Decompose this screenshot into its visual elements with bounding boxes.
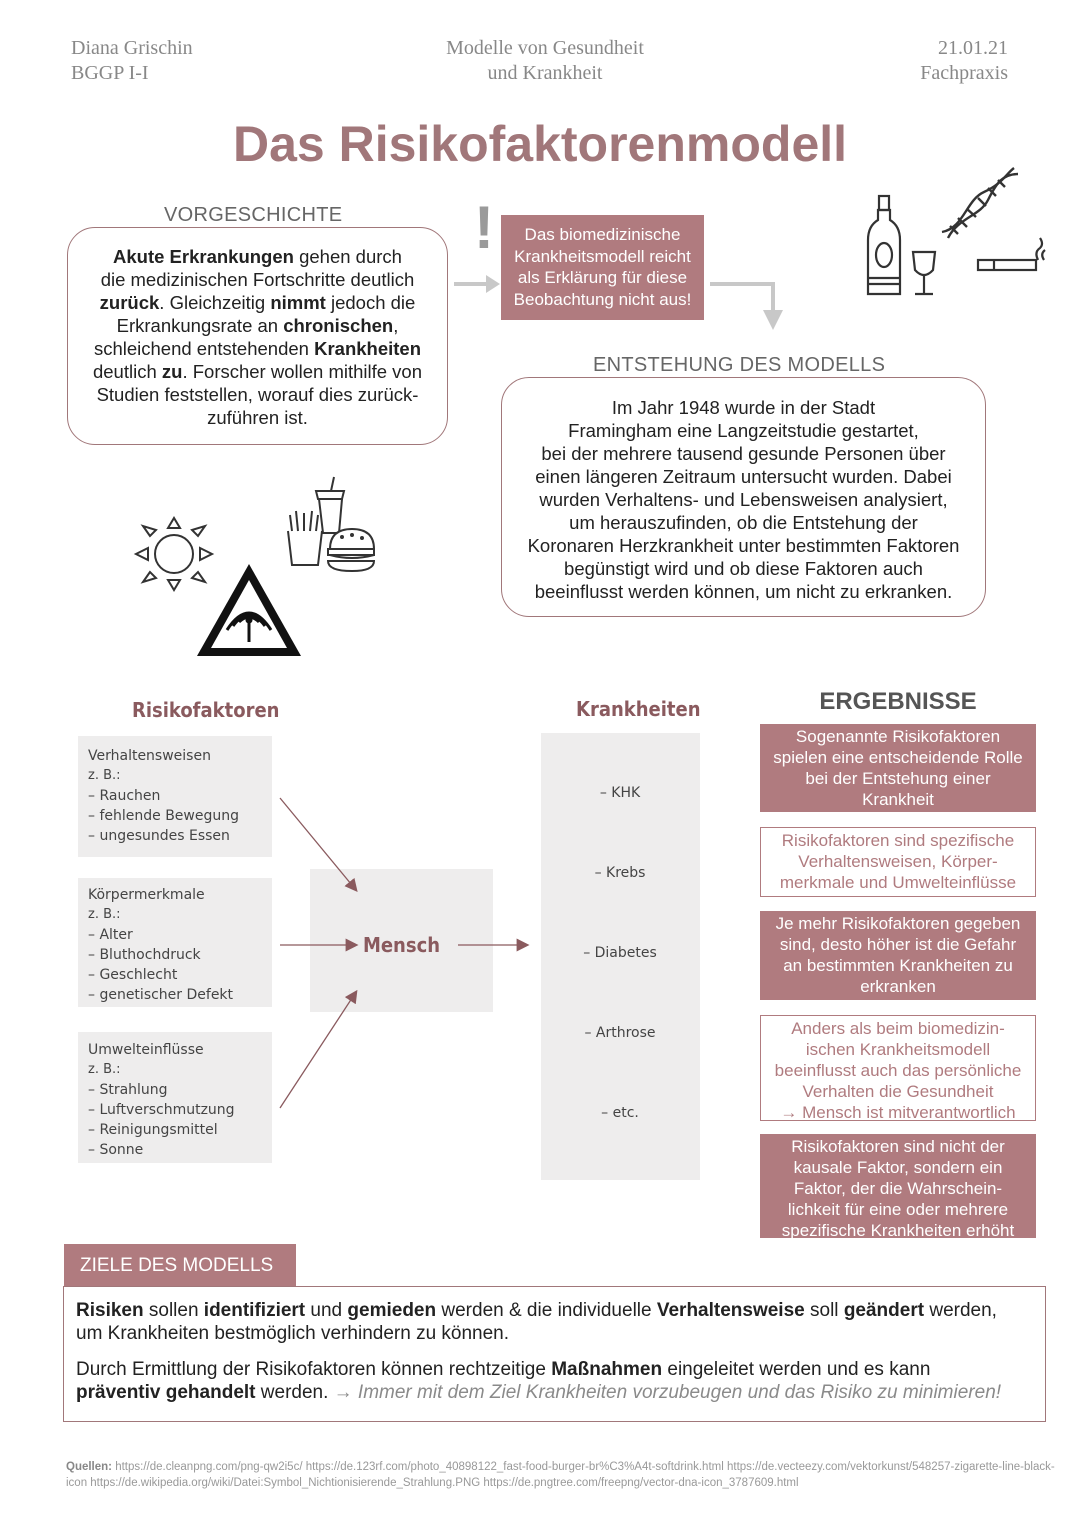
author-block (71, 36, 193, 86)
text-run: gehen durch (293, 246, 402, 267)
result-line: beeinflusst auch das persönliche (774, 1061, 1022, 1080)
biomed-line: Krankheitsmodell reicht (514, 246, 691, 266)
group-name: Verhaltensweisen (88, 748, 211, 764)
arrow-elbow-icon (706, 270, 796, 335)
ziele-box (63, 1286, 1046, 1422)
text-line (68, 268, 447, 291)
author-name: Diana Grischin (71, 37, 193, 59)
date-block (860, 36, 1008, 86)
group-eg: z. B.: (88, 907, 121, 922)
risk-title: Risikofaktoren (132, 698, 280, 722)
text-run: . Gleichzeitig (159, 292, 271, 313)
topic-block (400, 36, 690, 86)
group-item: – Alter (88, 927, 133, 943)
ergebnisse-heading: ERGEBNISSE (819, 688, 977, 715)
group-item: – Strahlung (88, 1082, 168, 1098)
bold-run: Risiken (76, 1300, 144, 1321)
bottle-wine-icon (860, 190, 940, 300)
group-item: – fehlende Bewegung (88, 808, 239, 824)
date: 21.01.21 (938, 37, 1008, 59)
group-item: – ungesundes Essen (88, 828, 230, 844)
sources (66, 1459, 1056, 1491)
exclamation-mark: ! (474, 194, 494, 261)
bold-run: zu (161, 361, 183, 382)
biomed-line: Das biomedizinische (524, 225, 681, 244)
entstehung-text (502, 378, 985, 603)
ziele-heading: ZIELE DES MODELLS (64, 1244, 296, 1287)
biomed-line: Beobachtung nicht aus! (513, 289, 692, 309)
text-run: die medizinischen Fortschritte deutlich (100, 269, 415, 290)
risk-group-behaviour (78, 736, 272, 857)
result-item (760, 724, 1036, 812)
entstehung-box (501, 377, 986, 617)
result-line: → Mensch ist mitverantwortlich (780, 1103, 1016, 1122)
result-line: spielen eine entscheidende Rolle (773, 748, 1023, 767)
text-run: soll (804, 1300, 844, 1321)
bold-run: identifiziert (203, 1300, 306, 1321)
result-line: an bestimmten Krankheiten zu (783, 956, 1013, 975)
result-line: Verhalten die Gesundheit (802, 1082, 994, 1101)
entstehung-line: bei der mehrere tausend gesunde Personen über (541, 443, 946, 464)
text-run: deutlich (92, 361, 162, 382)
text-line (68, 314, 447, 337)
bold-run: geändert (843, 1300, 925, 1321)
text-run: . Forscher wollen mithilfe von (182, 361, 423, 382)
result-line: merkmale und Umwelteinflüsse (779, 873, 1017, 892)
text-run: werden & die individuelle (436, 1300, 657, 1321)
text-run: sollen (143, 1300, 204, 1321)
disease-item: – Krebs (594, 865, 646, 881)
page-title: Das Risikofaktorenmodell (232, 116, 848, 172)
group-item: – Geschlecht (88, 967, 178, 983)
bold-run: Akute Erkrankungen (113, 246, 294, 267)
biomed-note (501, 215, 704, 320)
text-line (68, 245, 447, 268)
risk-group-environment (78, 1032, 272, 1163)
bold-run: Verhaltensweise (656, 1300, 805, 1321)
result-line: Anders als beim biomedizin- (791, 1019, 1005, 1038)
topic-line-1: Modelle von Gesundheit (446, 37, 644, 59)
group-item: – Reinigungsmittel (88, 1122, 218, 1138)
group-name: Körpermerkmale (88, 887, 205, 903)
biomed-line: als Erklärung für diese (517, 268, 688, 287)
entstehung-line: begünstigt wird und ob diese Faktoren auch (564, 558, 923, 579)
result-line: sind, desto höher ist die Gefahr (779, 935, 1017, 954)
result-item (760, 911, 1036, 1000)
text-run: und (305, 1300, 348, 1321)
result-line: Krankheit (862, 790, 934, 809)
vorgeschichte-heading: VORGESCHICHTE (164, 204, 343, 226)
group-eg: z. B.: (88, 768, 121, 783)
result-line: ischen Krankheitsmodell (805, 1040, 991, 1059)
entstehung-line: Koronaren Herzkrankheit unter bestimmten Faktoren (527, 535, 960, 556)
result-item (760, 1134, 1036, 1238)
result-line: Risikofaktoren sind nicht der (791, 1137, 1005, 1156)
group-item: – Rauchen (88, 788, 161, 804)
mensch-label: Mensch (362, 933, 441, 957)
sources-label: Quellen: (66, 1461, 113, 1473)
result-line: lichkeit für eine oder mehrere (787, 1200, 1009, 1219)
arrow-right-icon (450, 270, 505, 300)
group-item: – Bluthochdruck (88, 947, 201, 963)
sources-text: https://de.cleanpng.com/png-qw2i5c/ https://de.123rf.com/photo_40898122_fast-food-burger-br%C3%A4t-softdrink.html https://de.vecteezy.com/vektorkunst/548257-zigarette-line-black-icon https://de.wikipedia.org/wiki/Datei:Symbol_Nichtionisierende_Strahlung.PNG https://de.pngtree.com/freepng/vector-dna-icon_3787609.html (66, 1461, 1055, 1489)
disease-title: Krankheiten (576, 697, 701, 721)
ziele-p1-line1 (76, 1299, 997, 1322)
entstehung-line: Framingham eine Langzeitstudie gestartet, (568, 420, 919, 441)
text-run: eingeleitet werden und es kann (662, 1359, 931, 1380)
text-line (68, 291, 447, 314)
text-run: jedoch die (325, 292, 416, 313)
class-name: BGGP I-I (71, 62, 149, 84)
disease-item: – Diabetes (583, 945, 657, 961)
cigarette-icon (972, 234, 1048, 276)
result-line: kausale Faktor, sondern ein (793, 1158, 1003, 1177)
entstehung-line: wurden Verhaltens- und Lebensweisen analysiert, (539, 489, 948, 510)
group-item: – genetischer Defekt (88, 987, 234, 1003)
group-name: Umwelteinflüsse (88, 1042, 204, 1058)
diagram-arrows (270, 790, 540, 1120)
group-item: – Luftverschmutzung (88, 1102, 235, 1118)
result-line: erkranken (860, 977, 936, 996)
text-line (68, 383, 447, 406)
radiation-warning-icon (193, 560, 305, 660)
entstehung-line: Im Jahr 1948 wurde in der Stadt (611, 397, 876, 418)
text-run: schleichend entstehenden (93, 338, 315, 359)
ziele-p1-line2: um Krankheiten bestmöglich verhindern zu können. (76, 1323, 510, 1344)
subject: Fachpraxis (920, 62, 1008, 84)
bold-run: Krankheiten (314, 338, 422, 359)
result-item (760, 1015, 1036, 1121)
arrow-behaviour (280, 798, 356, 890)
risk-group-body (78, 878, 272, 1007)
result-line: spezifische Krankheiten erhöht (781, 1221, 1015, 1240)
entstehung-line: beeinflusst werden können, um nicht zu erkranken. (534, 581, 953, 602)
arrow-environment (280, 992, 356, 1108)
result-line: Faktor, der die Wahrschein- (793, 1179, 1003, 1198)
text-run: Durch Ermittlung der Risikofaktoren können rechtzeitige (76, 1359, 552, 1380)
ziele-italic: → Immer mit dem Ziel Krankheiten vorzubeugen und das Risiko zu minimieren! (333, 1382, 1002, 1403)
text-line (68, 406, 447, 429)
disease-item: – Arthrose (584, 1025, 656, 1041)
text-run: werden, (924, 1300, 997, 1321)
disease-item: – etc. (601, 1105, 639, 1121)
vorgeschichte-box (67, 227, 448, 445)
disease-item: – KHK (599, 785, 641, 801)
group-eg: z. B.: (88, 1062, 121, 1077)
result-line: Risikofaktoren sind spezifische (781, 831, 1015, 850)
bold-run: chronischen (283, 315, 394, 336)
result-line: Sogenannte Risikofaktoren (795, 727, 1001, 746)
bold-run: gemieden (347, 1300, 437, 1321)
entstehung-heading: ENTSTEHUNG DES MODELLS (593, 354, 886, 376)
result-line: bei der Entstehung einer (805, 769, 991, 788)
text-line (68, 337, 447, 360)
text-run: Studien feststellen, worauf dies zurück- (96, 384, 419, 405)
result-item (760, 827, 1036, 897)
group-item: – Sonne (88, 1142, 144, 1158)
topic-line-2: und Krankheit (487, 62, 603, 84)
text-run: Erkrankungsrate an (116, 315, 284, 336)
result-line: Je mehr Risikofaktoren gegeben (775, 914, 1021, 933)
bold-run: zurück (99, 292, 160, 313)
ziele-bold: präventiv gehandelt (76, 1382, 256, 1403)
ziele-rest: werden. (255, 1382, 329, 1403)
ziele-p2-line1 (76, 1358, 930, 1381)
bold-run: Maßnahmen (551, 1359, 663, 1380)
ziele-p2-line2 (76, 1381, 1001, 1404)
entstehung-line: um herauszufinden, ob die Entstehung der (569, 512, 918, 533)
dna-icon (936, 160, 1020, 242)
text-run: , (393, 315, 399, 336)
text-run: zuführen ist. (207, 407, 308, 428)
bold-run: nimmt (270, 292, 326, 313)
text-line (68, 360, 447, 383)
result-line: Verhaltensweisen, Körper- (798, 852, 998, 871)
entstehung-line: einen längeren Zeitraum untersucht wurden. Dabei (535, 466, 952, 487)
vorgeschichte-text (68, 228, 447, 429)
